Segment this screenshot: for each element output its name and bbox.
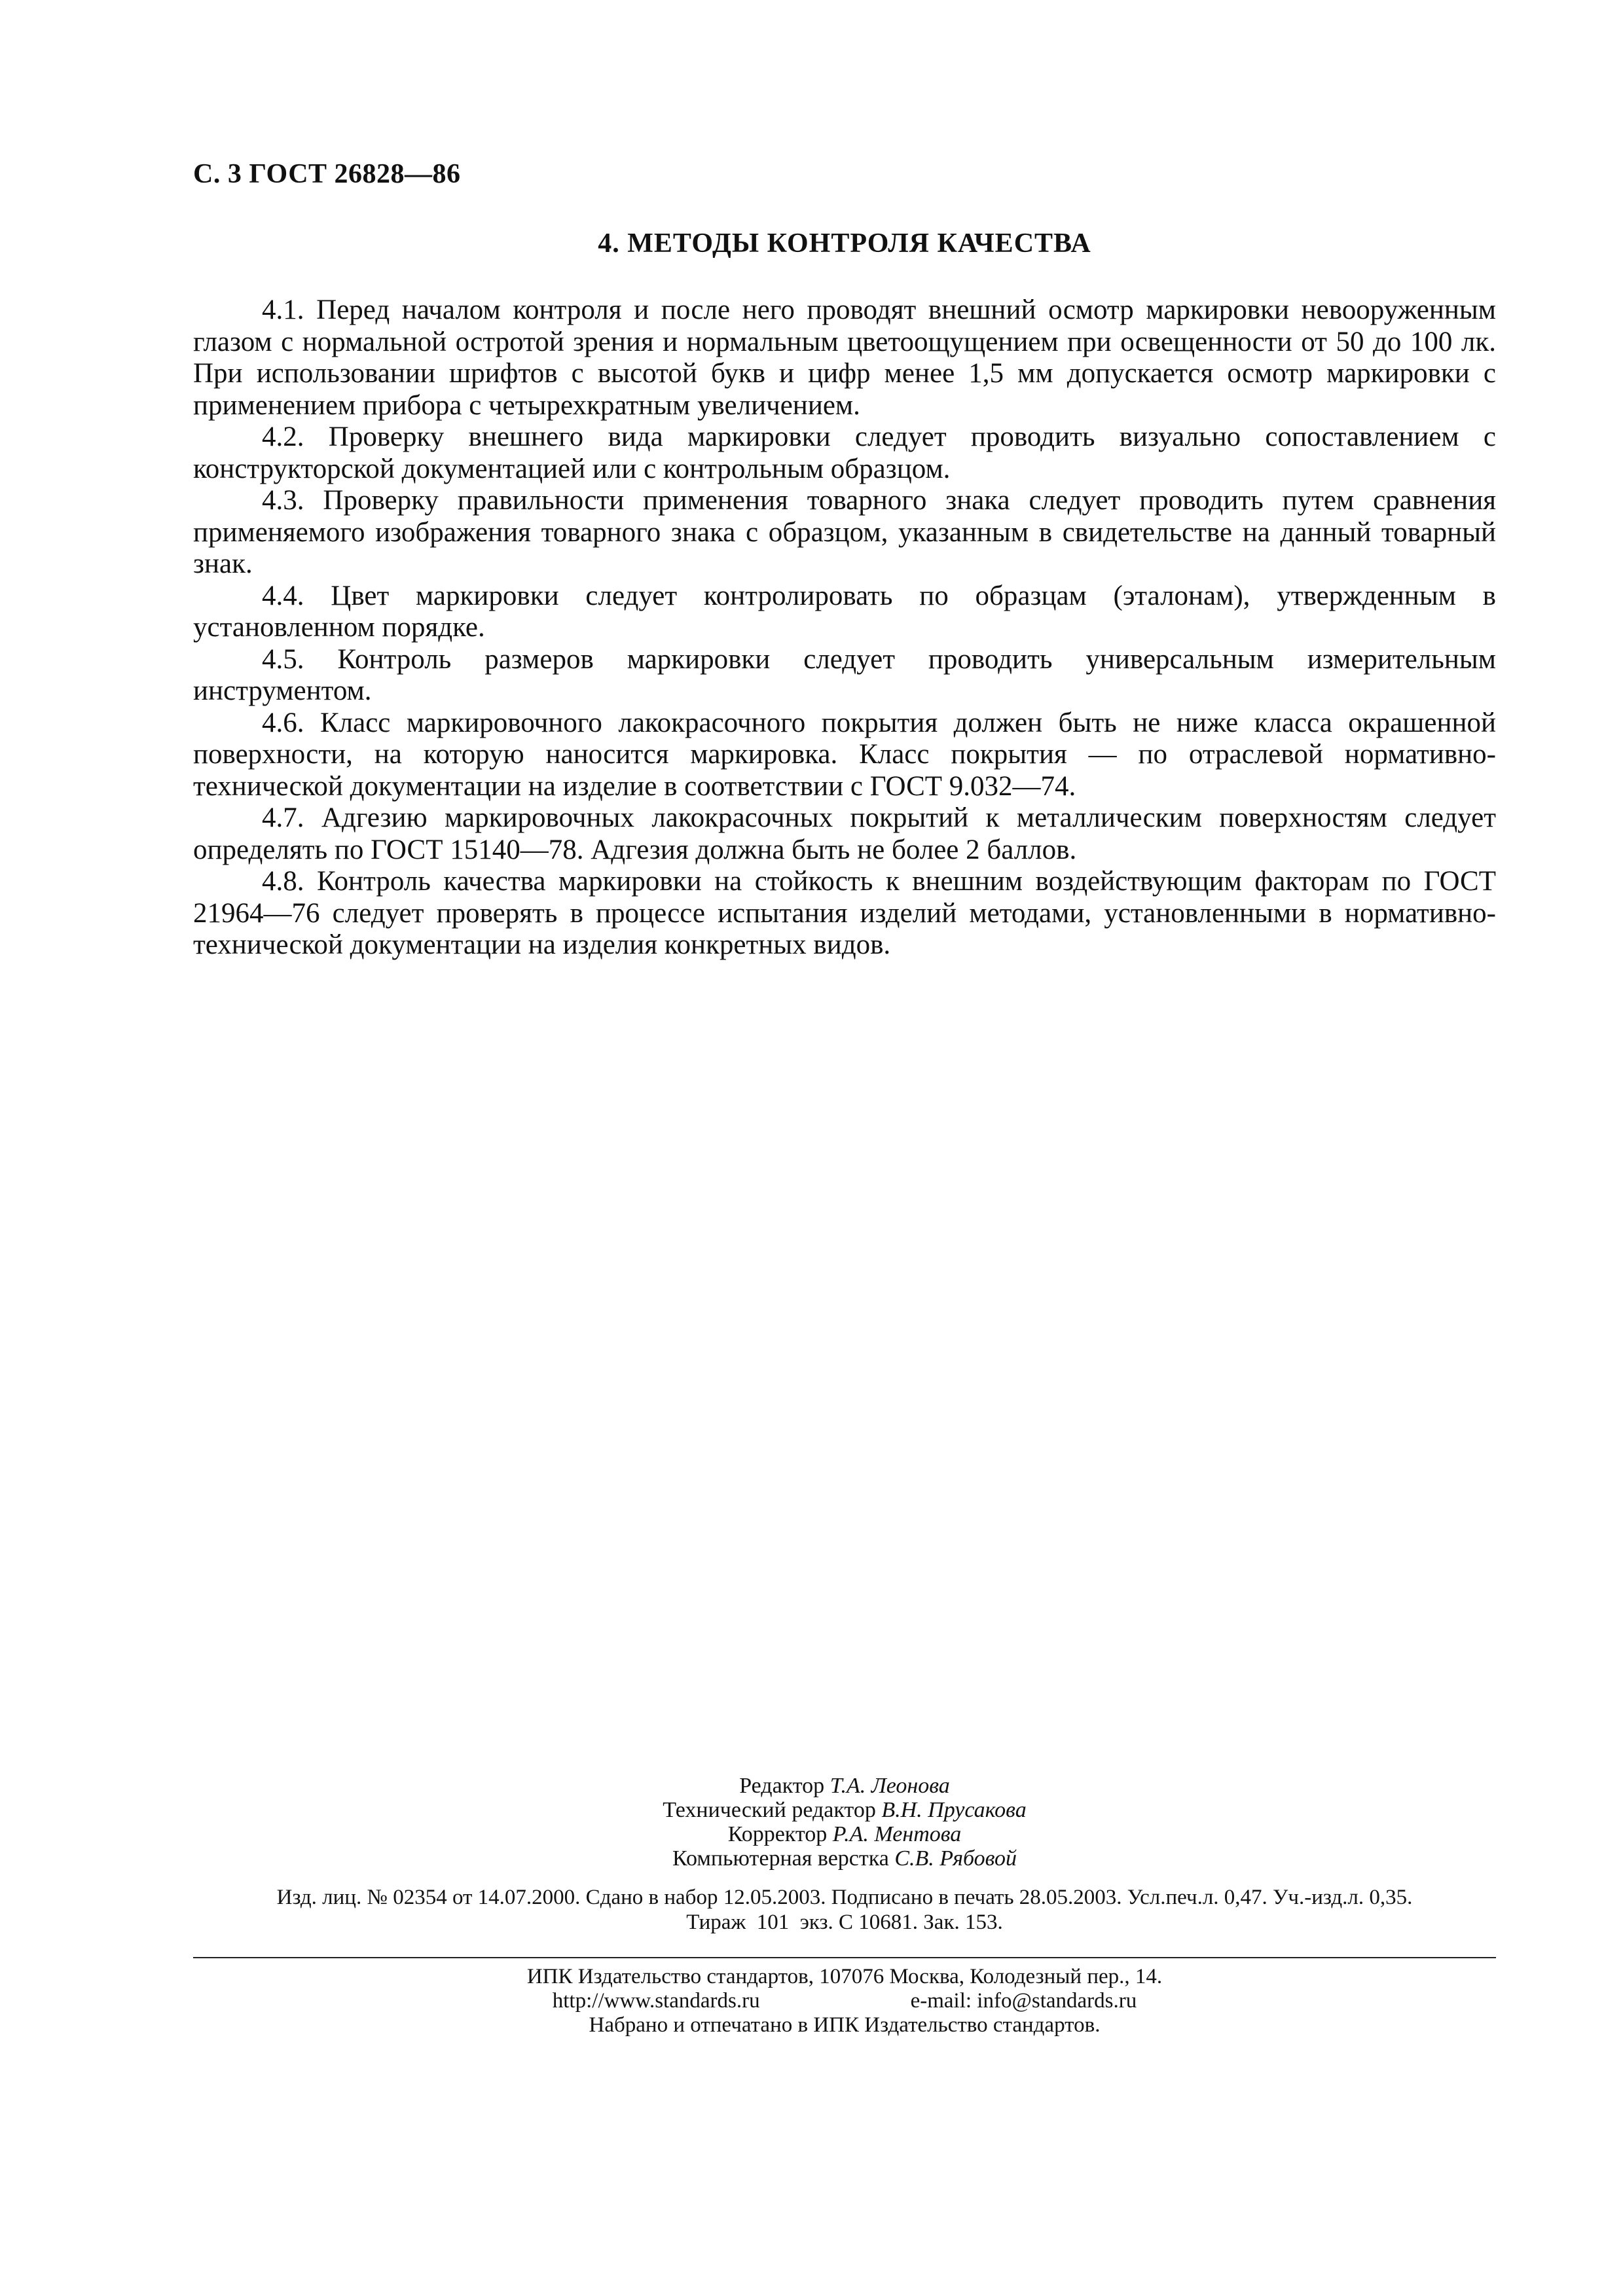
printed-note: Набрано и отпечатано в ИПК Издательство стандартов. [589,2013,1101,2037]
credit-layout [193,1846,1496,1871]
publisher-address: ИПК Издательство стандартов, 107076 Москва, Колодезный пер., 14. [526,1965,1163,1988]
credit-name: Р.А. Ментова [832,1822,962,1846]
credit-name: В.Н. Прусакова [881,1798,1027,1822]
credit-technical-editor [193,1798,1496,1822]
page-header: С. 3 ГОСТ 26828—86 [193,159,461,189]
body-text [193,295,1496,961]
credit-role: Компьютерная верстка [672,1846,889,1871]
credit-role: Редактор [739,1774,825,1798]
paragraph-4-6: 4.6. Класс маркировочного лакокрасочного покрытия должен быть не ниже класса окрашенной поверхности, на которую наносится маркировка. Класс покрытия — по отраслевой нормативно-технической документации на изделие в соответствии с ГОСТ 9.032—74. [193,707,1496,802]
credit-role: Корректор [727,1822,828,1846]
publication-info [193,1885,1496,1935]
publisher-footer [193,1965,1496,2037]
credit-role: Технический редактор [663,1798,876,1822]
publisher-contacts [193,1989,1496,2013]
paragraph-4-1: 4.1. Перед началом контроля и после него проводят внешний осмотр маркировки невооруженным глазом с нормальной остротой зрения и нормальным цветоощущением при освещенности от 50 до 100 лк. При использовании шрифтов с высотой букв и цифр менее 1,5 мм допускается осмотр маркировки с применением прибора с четырехкратным увеличением. [193,295,1496,421]
paragraph-4-2: 4.2. Проверку внешнего вида маркировки следует проводить визуально сопоставлением с конструкторской документацией или с контрольным образцом. [193,422,1496,484]
paragraph-4-4: 4.4. Цвет маркировки следует контролировать по образцам (эталонам), утвержденным в установленном порядке. [193,580,1496,643]
publisher-email-link[interactable]: e-mail: info@standards.ru [910,1989,1137,2013]
credit-name: Т.А. Леонова [830,1774,950,1798]
paragraph-4-7: 4.7. Адгезию маркировочных лакокрасочных покрытий к металлическим поверхностям следует определять по ГОСТ 15140—78. Адгезия должна быть не более 2 баллов. [193,802,1496,865]
publisher-website-link[interactable]: http://www.standards.ru [552,1989,760,2013]
paragraph-4-5: 4.5. Контроль размеров маркировки следует проводить универсальным измерительным инструментом. [193,643,1496,706]
credit-proofreader [193,1822,1496,1846]
publication-line-2: Тираж 101 экз. С 10681. Зак. 153. [686,1910,1003,1934]
section-title: 4. МЕТОДЫ КОНТРОЛЯ КАЧЕСТВА [598,228,1091,259]
footer-divider [193,1957,1496,1958]
publication-line-1: Изд. лиц. № 02354 от 14.07.2000. Сдано в набор 12.05.2003. Подписано в печать 28.05.2003. Усл.печ.л. 0,47. Уч.-изд.л. 0,35. [276,1886,1413,1909]
credits-block [193,1774,1496,1871]
paragraph-4-3: 4.3. Проверку правильности применения товарного знака следует проводить путем сравнения применяемого изображения товарного знака с образцом, указанным в свидетельстве на данный товарный знак. [193,485,1496,579]
credit-editor [193,1774,1496,1798]
credit-name: С.В. Рябовой [894,1846,1017,1871]
paragraph-4-8: 4.8. Контроль качества маркировки на стойкость к внешним воздействующим факторам по ГОСТ 21964—76 следует проверять в процессе испытания изделий методами, установленными в нормативно-технической документации на изделия конкретных видов. [193,866,1496,960]
